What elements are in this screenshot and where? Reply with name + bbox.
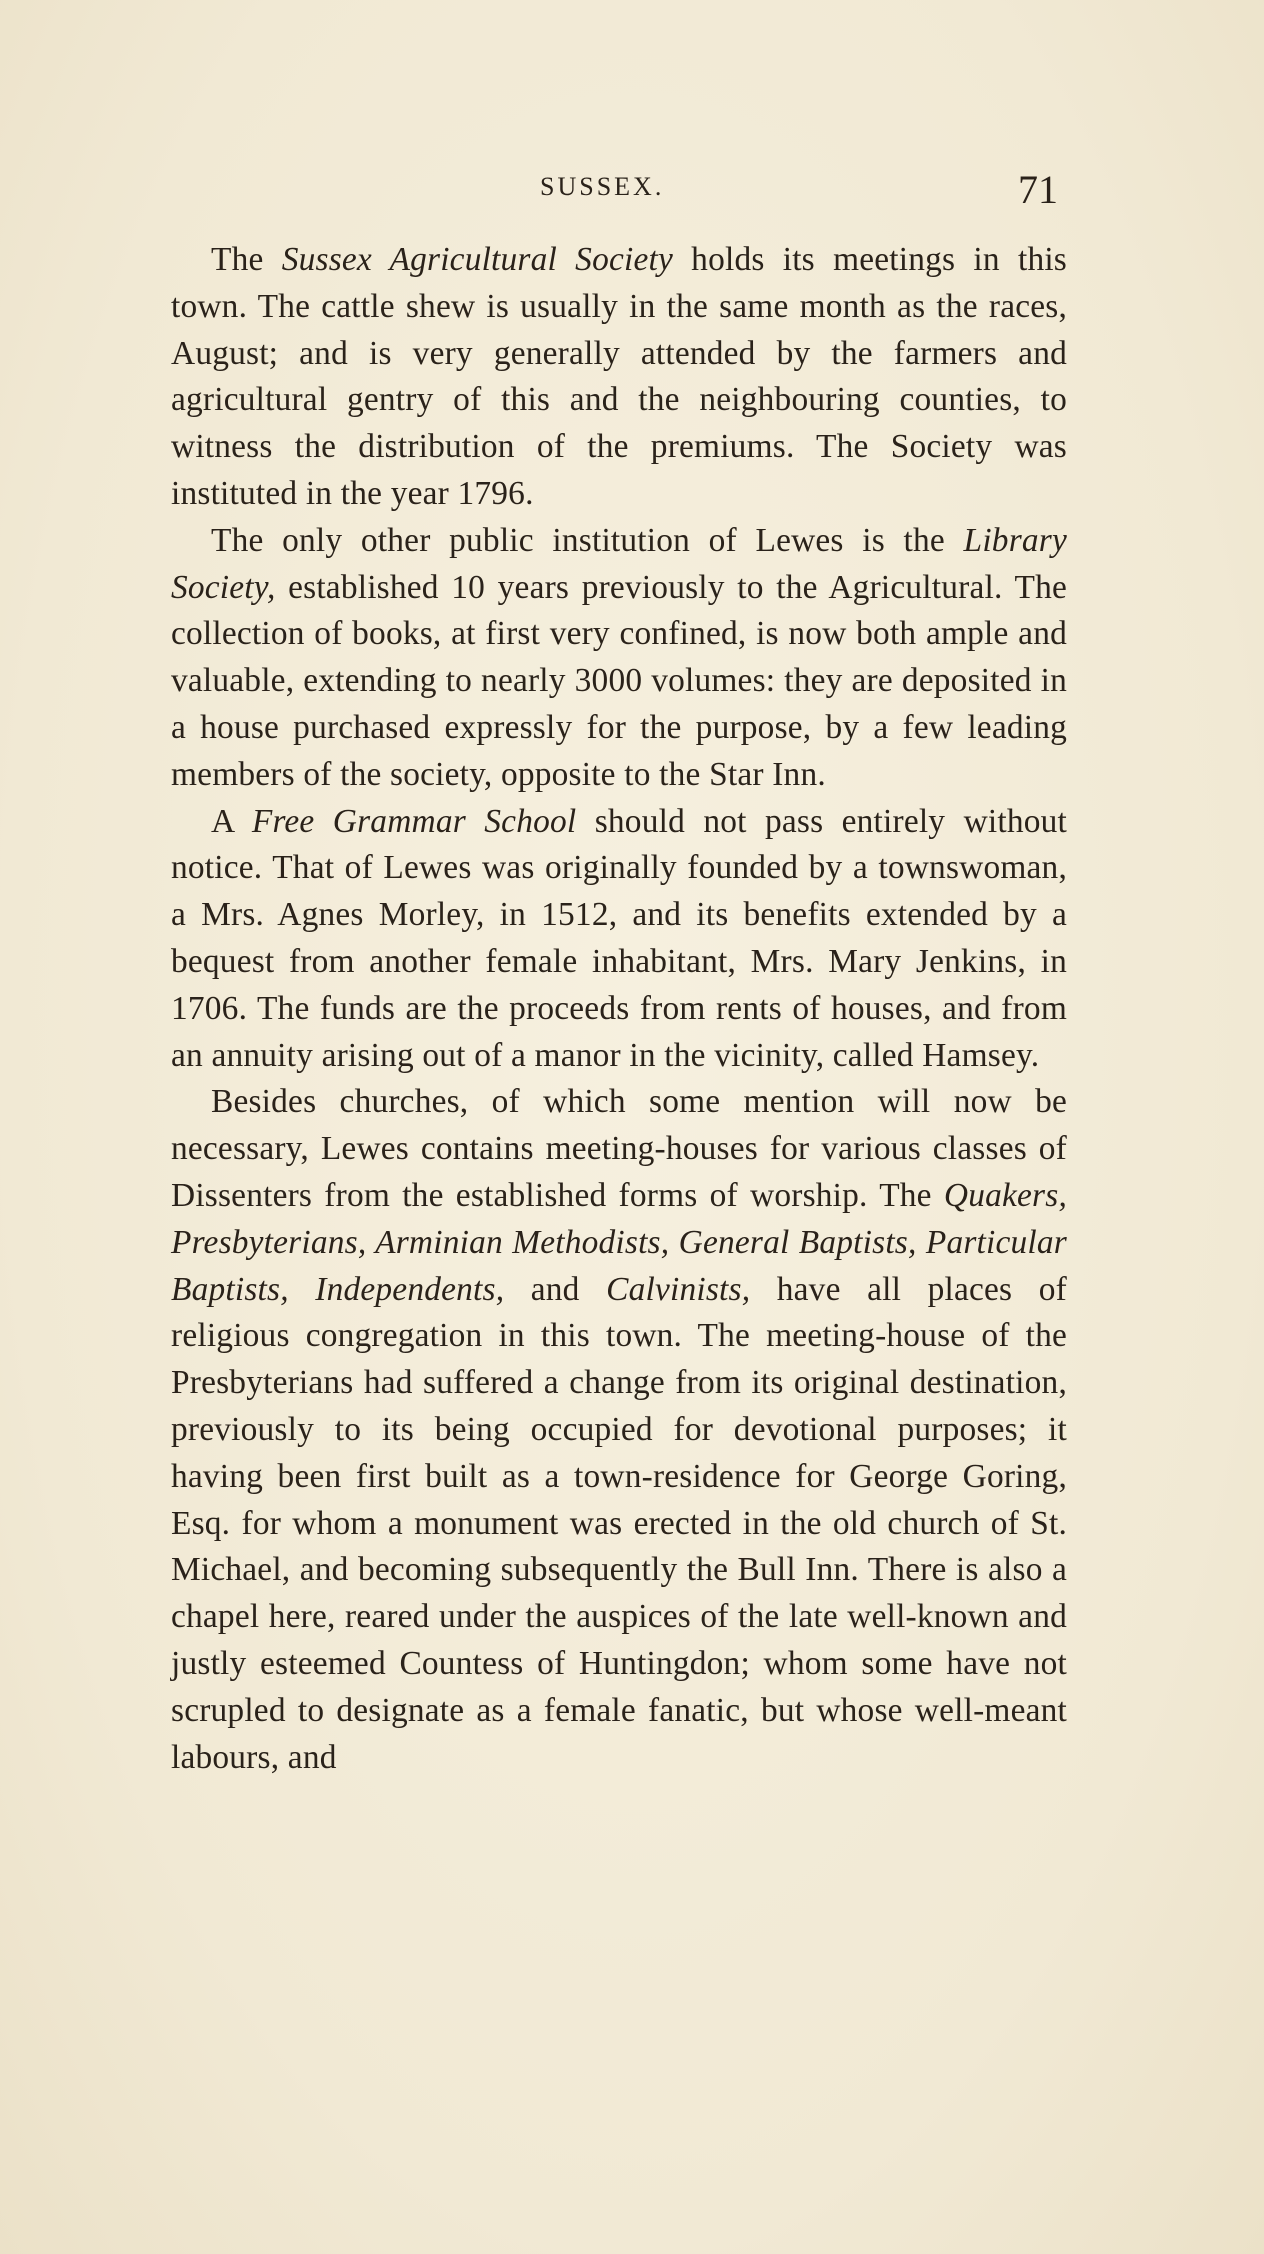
text-run: and <box>504 1270 607 1308</box>
running-head <box>0 166 1264 212</box>
running-title: SUSSEX. <box>540 172 665 201</box>
text-run: established 10 years previously to the Agricultural. The collection of books, at first very confined, is now both ample and valuable, extending to nearly 3000 volumes: they are deposited in a house purchased expressly for the purpose, by a few leading members of the society, opposite to the Star Inn. <box>171 568 1076 793</box>
text-run: holds its meetings in this town. The cattle shew is usually in the same month as the races, August; and is very generally attended by the farmers and agricultural gentry of this and the neighbouring counties, to witness the distribution of the premiums. The Society was instituted in the year 1796. <box>171 241 1076 512</box>
page-number: 71 <box>1018 167 1058 212</box>
paragraph-dissenters <box>171 1079 1076 1781</box>
italic-run: Sussex Agricultural Society <box>281 241 673 278</box>
text-run: The only other public institution of Lewes is the <box>211 521 964 559</box>
text-run: should not pass entirely without notice. That of Lewes was originally founded by a townswoman, a Mrs. Agnes Morley, in 1512, and its benefits extended by a bequest from another female inhabitant, Mrs. Mary Jenkins, in 1706. The funds are the proceeds from rents of houses, and from an annuity arising out of a manor in the vicinity, called Hamsey. <box>171 802 1076 1074</box>
paragraph-grammar-school <box>171 799 1076 1080</box>
body-text <box>171 237 1076 1781</box>
text-run: Besides churches, of which some mention will now be necessary, Lewes contains meeting-houses for various classes of Dissenters from the established forms of worship. The <box>171 1083 1076 1214</box>
italic-run: Quakers, Presbyterians, Arminian Methodists, General Baptists, Particular Baptists, Independents, <box>171 1176 1067 1308</box>
text-run: The <box>211 241 282 278</box>
text-run: A <box>211 802 252 840</box>
paragraph-agricultural-society <box>171 237 1076 518</box>
paragraph-library-society <box>171 518 1076 799</box>
italic-run: Calvinists, <box>606 1270 751 1308</box>
text-run: have all places of religious congregation in this town. The meeting-house of the Presbyterians had suffered a change from its original destination, previously to its being occupied for devotional purposes; it having been first built as a town-residence for George Goring, Esq. for whom a monument was erected in the old church of St. Michael, and becoming subsequently the Bull Inn. There is also a chapel here, reared under the auspices of the late well-known and justly esteemed Countess of Huntingdon; whom some have not scrupled to designate as a female fanatic, but whose well-meant labours, and <box>171 1270 1076 1776</box>
italic-run: Free Grammar School <box>251 802 577 840</box>
italic-run: Library Society, <box>171 521 1067 606</box>
